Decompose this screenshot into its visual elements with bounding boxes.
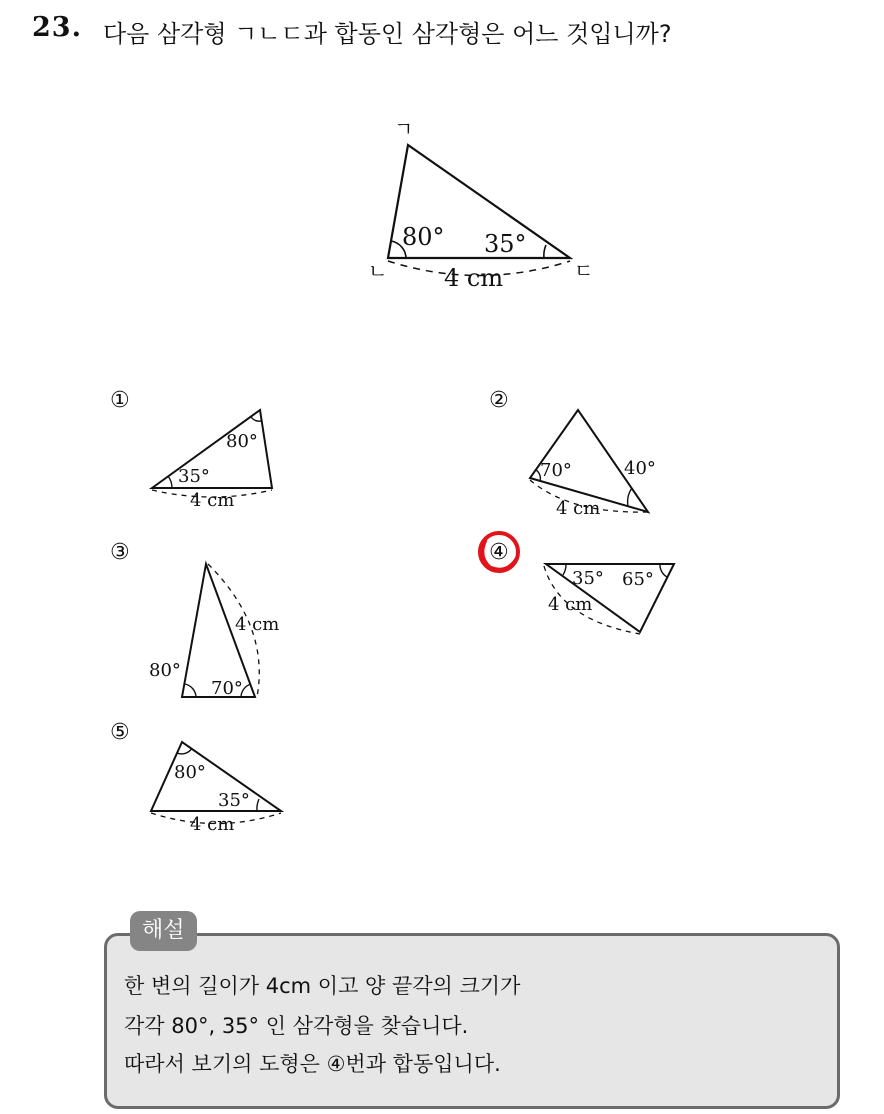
angle-arc-right	[544, 245, 546, 258]
question-number: 23.	[32, 12, 82, 43]
choice-3-arc-left	[185, 684, 196, 697]
vertex-label-top: ㄱ	[394, 117, 414, 141]
solution-tag: 해설	[130, 911, 197, 951]
choice-1-figure[interactable]	[140, 402, 290, 514]
choice-4-angle-left: 35°	[572, 568, 604, 589]
choice-5-arc-right	[257, 799, 259, 811]
choice-5-side: 4 cm	[190, 814, 235, 835]
choice-2-angle-right: 40°	[624, 458, 656, 479]
choice-4-figure[interactable]	[540, 556, 685, 640]
choice-5-figure[interactable]	[140, 734, 290, 839]
choice-3-side: 4 cm	[235, 614, 280, 635]
choice-number-2[interactable]: ②	[489, 388, 509, 413]
choice-1-arc-left	[168, 476, 172, 488]
choice-1-angle-top: 80°	[226, 431, 258, 452]
choice-4-angle-right: 65°	[622, 569, 654, 590]
choice-2-figure[interactable]	[520, 402, 670, 522]
choice-4-arc-left	[563, 564, 566, 575]
vertex-label-left: ㄴ	[368, 259, 388, 283]
choice-2-angle-left: 70°	[540, 460, 572, 481]
choice-number-1[interactable]: ①	[110, 388, 130, 413]
choice-3-angle-left: 80°	[149, 660, 181, 681]
choice-1-side: 4 cm	[190, 490, 235, 511]
choice-4-side: 4 cm	[548, 594, 593, 615]
choice-number-5[interactable]: ⑤	[110, 720, 130, 745]
solution-line-2: 각각 80°, 35° 인 삼각형을 찾습니다.	[124, 1014, 469, 1038]
choice-1-angle-left: 35°	[178, 466, 210, 487]
choice-1-arc-top	[251, 417, 261, 421]
choice-5-angle-right: 35°	[218, 790, 250, 811]
angle-label-left: 80°	[402, 223, 445, 251]
choice-2-side: 4 cm	[556, 498, 601, 519]
choice-number-4[interactable]: ④	[489, 540, 509, 565]
choice-2-arc-right	[628, 488, 632, 506]
choice-5-angle-top: 80°	[174, 762, 206, 783]
choice-4-arc-right	[660, 564, 667, 577]
main-triangle-figure	[360, 118, 610, 298]
choice-3-figure[interactable]	[145, 556, 295, 706]
vertex-label-right: ㄷ	[574, 259, 594, 283]
choice-number-3[interactable]: ③	[110, 540, 130, 565]
side-label: 4 cm	[444, 264, 504, 292]
choice-5-triangle	[151, 742, 281, 811]
angle-label-right: 35°	[484, 230, 527, 258]
solution-line-1: 한 변의 길이가 4cm 이고 양 끝각의 크기가	[124, 974, 521, 998]
question-text: 다음 삼각형 ㄱㄴㄷ과 합동인 삼각형은 어느 것입니까?	[103, 20, 672, 48]
solution-line-3: 따라서 보기의 도형은 ④번과 합동입니다.	[124, 1052, 501, 1076]
choice-3-angle-right: 70°	[211, 678, 243, 699]
